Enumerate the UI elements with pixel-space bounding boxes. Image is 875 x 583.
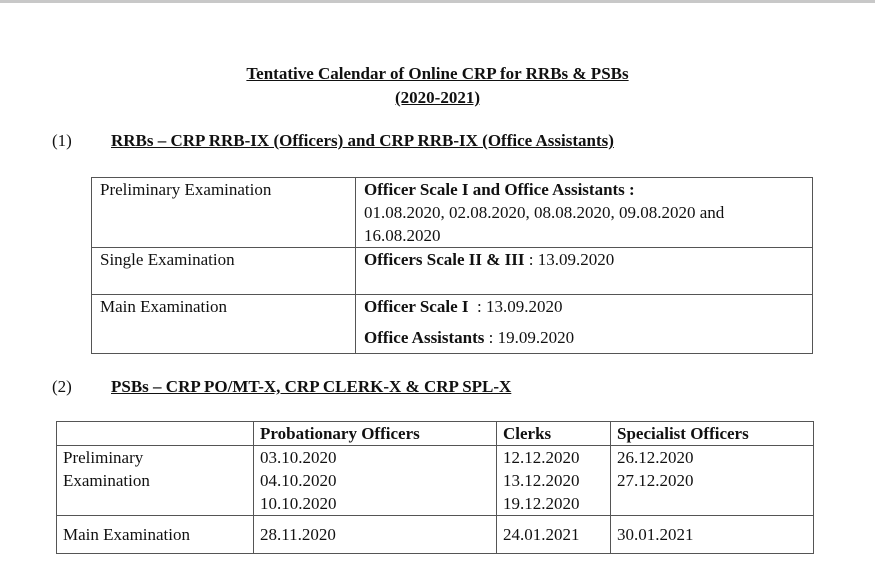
date-value: 24.01.2021 xyxy=(503,525,580,544)
exam-name-cell xyxy=(92,295,356,354)
detail-label: Officer Scale I and Office Assistants : xyxy=(364,180,635,199)
date-value: 28.11.2020 xyxy=(260,525,336,544)
exam-name: Preliminary Examination xyxy=(100,180,272,199)
clerk-dates-cell xyxy=(497,516,611,554)
date-value: 13.12.2020 xyxy=(503,471,580,490)
exam-name-cell xyxy=(57,516,254,554)
table-row xyxy=(57,516,814,554)
detail-dates: : 13.09.2020 xyxy=(524,250,615,269)
so-dates-cell xyxy=(611,516,814,554)
page-subtitle-year: (2020-2021) xyxy=(395,88,480,107)
column-header: Clerks xyxy=(497,422,611,446)
clerk-dates-cell xyxy=(497,446,611,516)
date-value: 03.10.2020 xyxy=(260,448,337,467)
section2-number: (2) xyxy=(52,377,72,396)
section1-number: (1) xyxy=(52,131,72,150)
column-header: Specialist Officers xyxy=(611,422,814,446)
exam-name-cell xyxy=(92,248,356,295)
table-row xyxy=(57,446,814,516)
po-dates-cell xyxy=(254,446,497,516)
po-dates-cell xyxy=(254,516,497,554)
table-header-row xyxy=(57,422,814,446)
exam-name: Main Examination xyxy=(100,297,228,316)
header-blank-cell xyxy=(57,422,254,446)
exam-name: Preliminary xyxy=(63,448,144,467)
date-value: 26.12.2020 xyxy=(617,448,694,467)
table-row xyxy=(92,248,813,295)
detail-dates: 01.08.2020, 02.08.2020, 08.08.2020, 09.08.2020 and xyxy=(364,203,725,222)
date-value: 10.10.2020 xyxy=(260,494,337,513)
exam-name: Single Examination xyxy=(100,250,235,269)
exam-dates-cell xyxy=(356,248,813,295)
section1-title: RRBs – CRP RRB-IX (Officers) and CRP RRB-IX (Office Assistants) xyxy=(111,131,614,150)
exam-name-cell xyxy=(57,446,254,516)
rrb-schedule-table xyxy=(91,177,813,354)
detail-dates: : 13.09.2020 xyxy=(468,297,563,316)
date-value: 12.12.2020 xyxy=(503,448,580,467)
top-border xyxy=(0,0,875,3)
exam-name: Examination xyxy=(63,471,150,490)
date-value: 30.01.2021 xyxy=(617,525,694,544)
exam-dates-cell xyxy=(356,295,813,354)
psb-schedule-table xyxy=(56,421,814,554)
so-dates-cell xyxy=(611,446,814,516)
column-header: Probationary Officers xyxy=(254,422,497,446)
table-row xyxy=(92,178,813,248)
exam-name: Main Examination xyxy=(63,525,191,544)
date-value: 04.10.2020 xyxy=(260,471,337,490)
detail-dates: 16.08.2020 xyxy=(364,226,441,245)
date-value: 27.12.2020 xyxy=(617,471,694,490)
detail-dates: : 19.09.2020 xyxy=(484,328,575,347)
section2-title: PSBs – CRP PO/MT-X, CRP CLERK-X & CRP SPL-X xyxy=(111,377,512,396)
date-value: 19.12.2020 xyxy=(503,494,580,513)
exam-dates-cell xyxy=(356,178,813,248)
detail-label: Officer Scale I xyxy=(364,297,469,316)
page-title: Tentative Calendar of Online CRP for RRBs & PSBs xyxy=(246,64,629,83)
detail-label: Officers Scale II & III xyxy=(364,250,525,269)
detail-label: Office Assistants xyxy=(364,328,485,347)
exam-name-cell xyxy=(92,178,356,248)
table-row xyxy=(92,295,813,354)
